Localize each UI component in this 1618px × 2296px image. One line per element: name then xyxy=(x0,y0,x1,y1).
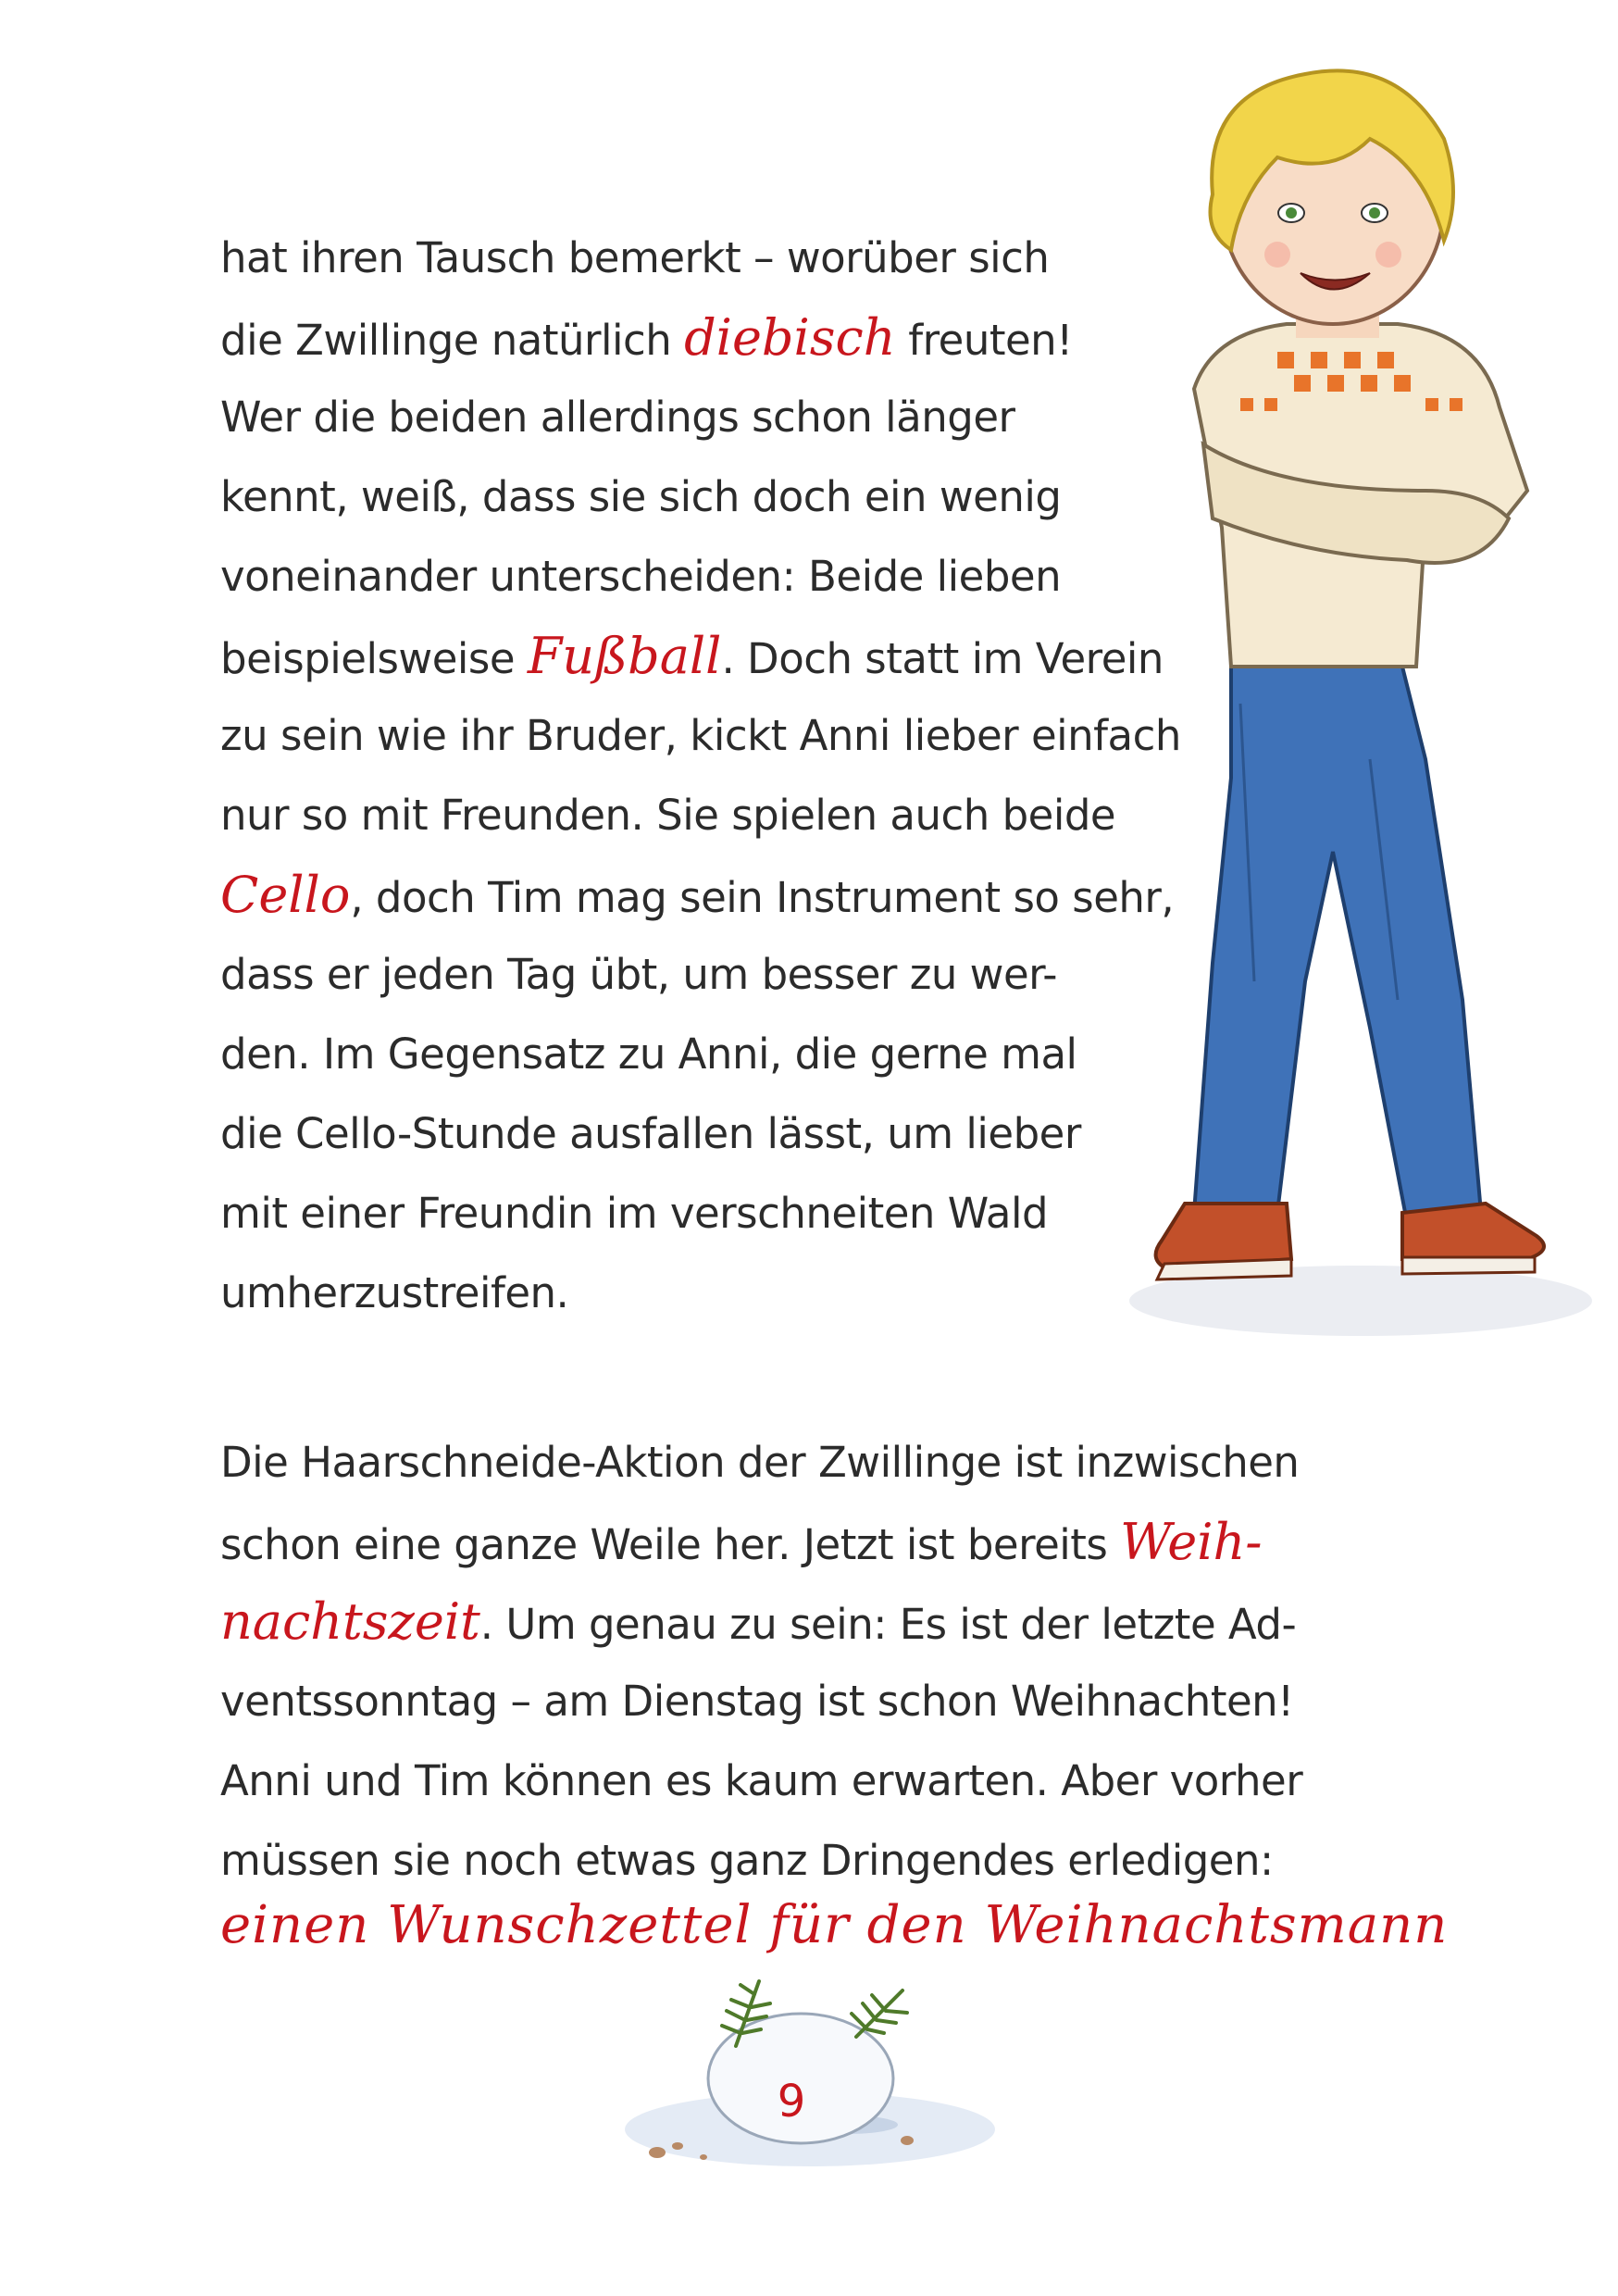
text-line: die Zwillinge natürlich diebisch freuten! xyxy=(220,308,1073,367)
paragraph-twins-differences xyxy=(220,218,1181,1333)
highlight-word-nachtszeit: nachtszeit xyxy=(220,1592,480,1651)
text-line: mit einer Freundin im verschneiten Wald xyxy=(220,1189,1049,1238)
text-line: müssen sie noch etwas ganz Dringendes erledigen: xyxy=(220,1836,1274,1885)
text-line: beispielsweise Fußball. Doch statt im Verein xyxy=(220,627,1164,685)
highlight-word-fussball: Fußball xyxy=(527,627,722,685)
highlight-word-weih: Weih- xyxy=(1120,1513,1263,1571)
text-line: kennt, weiß, dass sie sich doch ein wenig xyxy=(220,472,1062,521)
text-line: dass er jeden Tag übt, um besser zu wer- xyxy=(220,950,1057,999)
text-line: Wer die beiden allerdings schon länger xyxy=(220,393,1015,442)
text-line: umherzustreifen. xyxy=(220,1268,569,1317)
girl-illustration xyxy=(1092,56,1592,1370)
text-line: den. Im Gegensatz zu Anni, die gerne mal xyxy=(220,1029,1077,1079)
text-line: Anni und Tim können es kaum erwarten. Aber vorher xyxy=(220,1756,1303,1805)
page-number: 9 xyxy=(777,2076,806,2128)
highlight-word-diebisch: diebisch xyxy=(684,308,896,367)
text-line: die Cello-Stunde ausfallen lässt, um lieber xyxy=(220,1109,1081,1158)
text-line: voneinander unterscheiden: Beide lieben xyxy=(220,552,1062,601)
text-line: hat ihren Tausch bemerkt – worüber sich xyxy=(220,233,1050,282)
text-line: zu sein wie ihr Bruder, kickt Anni lieber einfach xyxy=(220,711,1181,760)
text-line: Die Haarschneide-Aktion der Zwillinge ist inzwischen xyxy=(220,1438,1300,1487)
paragraph-christmas-time xyxy=(220,1423,1302,1901)
highlight-word-cello: Cello xyxy=(220,866,351,924)
highlight-wish-list-line: einen Wunschzettel für den Weihnachtsmann xyxy=(220,1895,1449,1955)
text-line: schon eine ganze Weile her. Jetzt ist bereits Weih- xyxy=(220,1513,1263,1571)
text-line: ventssonntag – am Dienstag ist schon Weihnachten! xyxy=(220,1677,1294,1726)
text-line: Cello, doch Tim mag sein Instrument so sehr, xyxy=(220,866,1175,924)
text-line: nur so mit Freunden. Sie spielen auch beide xyxy=(220,791,1116,840)
text-line: nachtszeit. Um genau zu sein: Es ist der letzte Ad- xyxy=(220,1592,1297,1651)
